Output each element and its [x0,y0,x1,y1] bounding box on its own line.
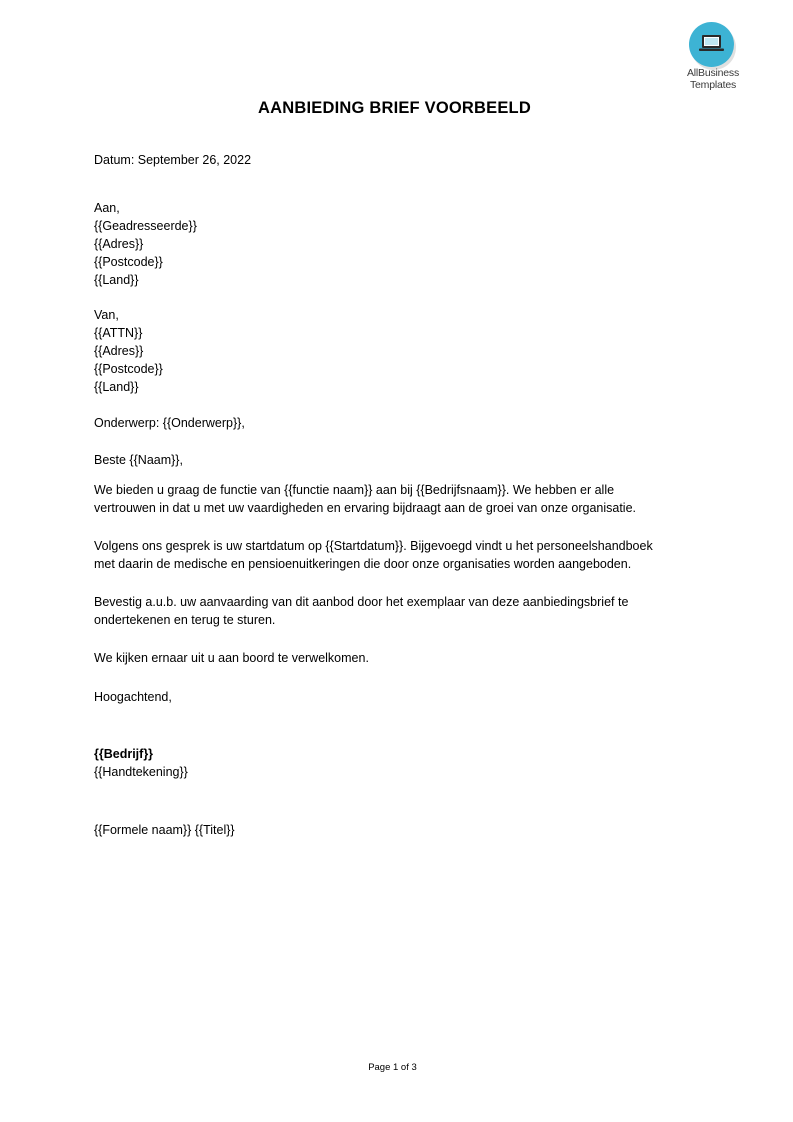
logo-line-2: Templates [689,79,737,91]
date-line: Datum: September 26, 2022 [94,153,252,167]
paragraph-line: vertrouwen in dat u met uw vaardigheden en ervaring bijdraagt aan de groei van onze organisatie. [94,501,637,515]
paragraph-line: Volgens ons gesprek is uw startdatum op {{Startdatum}}. Bijgevoegd vindt u het personeelshandboek [94,539,653,553]
formal-name-title: {{Formele naam}} {{Titel}} [94,823,235,837]
body-paragraph [94,481,714,517]
sender-address-block [94,306,714,396]
address-line: Van, [94,308,119,322]
logo-text [678,67,748,91]
page-number: Page 1 of 3 [368,1062,417,1073]
address-line: {{Postcode}} [94,255,163,269]
address-line: {{Adres}} [94,344,144,358]
body-paragraph [94,593,714,629]
laptop-icon [697,32,726,56]
address-line: {{Land}} [94,380,139,394]
address-line: {{ATTN}} [94,326,143,340]
address-line: {{Postcode}} [94,362,163,376]
paragraph-line: Bevestig a.u.b. uw aanvaarding van dit aanbod door het exemplaar van deze aanbiedingsbrief te [94,595,629,609]
paragraph-line: met daarin de medische en pensioenuitkeringen die door onze organisaties worden aangeboden. [94,557,632,571]
signature-placeholder: {{Handtekening}} [94,765,188,779]
address-line: {{Adres}} [94,237,144,251]
document-title: AANBIEDING BRIEF VOORBEELD [258,99,531,117]
body-paragraph [94,537,714,573]
body-paragraph [94,649,714,667]
letter-body [94,151,714,839]
paragraph-line: We bieden u graag de functie van {{functie naam}} aan bij {{Bedrijfsnaam}}. We hebben er alle [94,483,615,497]
closing-line: Hoogachtend, [94,690,172,704]
company-name: {{Bedrijf}} [94,747,154,761]
logo-circle [689,22,734,67]
allbusiness-templates-logo [678,22,748,94]
logo-line-1: AllBusiness [686,67,740,79]
subject-line: Onderwerp: {{Onderwerp}}, [94,416,245,430]
recipient-address-block [94,199,714,289]
paragraph-line: ondertekenen en terug te sturen. [94,613,276,627]
address-line: Aan, [94,201,120,215]
address-line: {{Geadresseerde}} [94,219,197,233]
greeting-line: Beste {{Naam}}, [94,453,183,467]
address-line: {{Land}} [94,273,139,287]
paragraph-line: We kijken ernaar uit u aan boord te verwelkomen. [94,651,369,665]
